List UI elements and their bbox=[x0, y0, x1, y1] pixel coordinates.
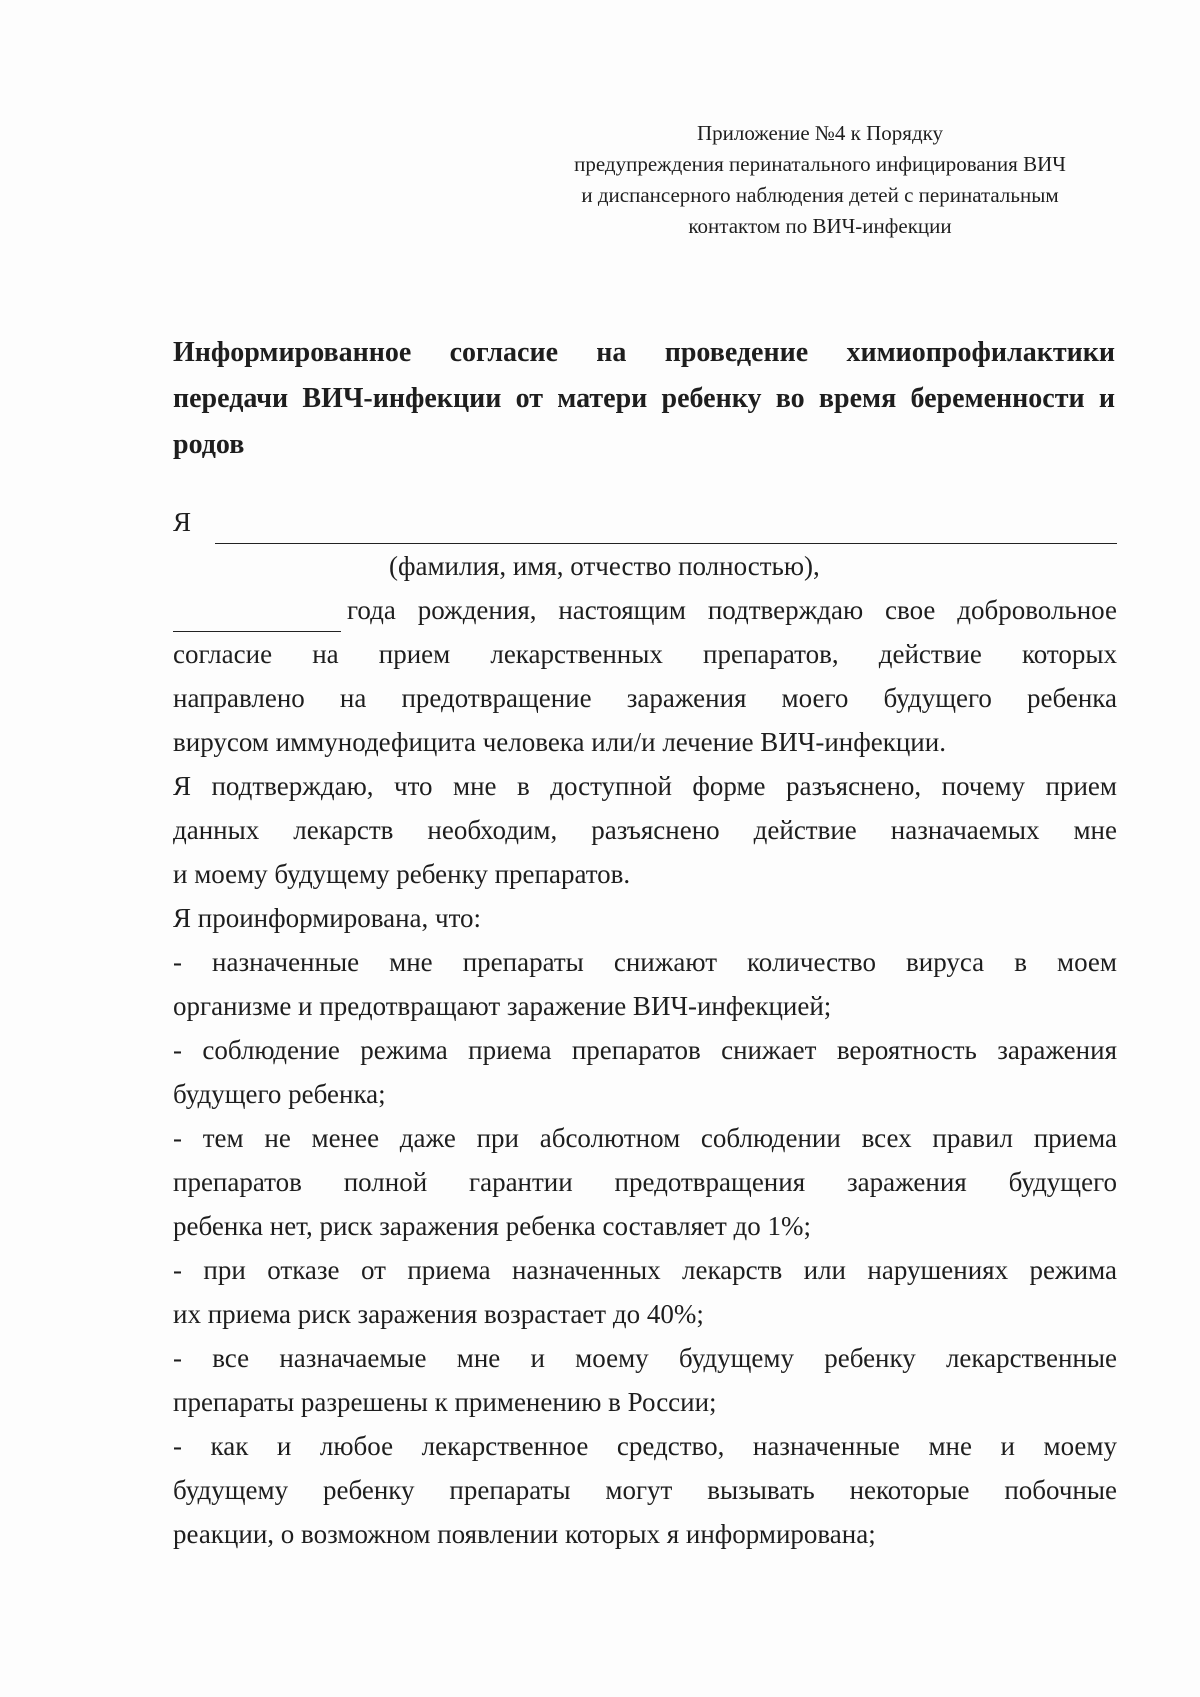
title-line: родов bbox=[173, 429, 245, 460]
title-line: передачи ВИЧ-инфекции от матери ребенку во время беременности и bbox=[173, 383, 1115, 414]
birth-year-blank[interactable] bbox=[173, 601, 341, 632]
full-name-blank[interactable] bbox=[215, 513, 1117, 544]
appendix-line: Приложение №4 к Порядку bbox=[696, 121, 944, 145]
list-item-line: их приема риск заражения возрастает до 40%; bbox=[173, 1299, 704, 1329]
list-item-line: препараты разрешены к применению в России; bbox=[173, 1387, 717, 1417]
list-item-line: - назначенные мне препараты снижают количество вируса в моем bbox=[173, 947, 1117, 977]
list-item-line: - при отказе от приема назначенных лекарств или нарушениях режима bbox=[173, 1255, 1117, 1285]
list-item-line: будущему ребенку препараты могут вызывать некоторые побочные bbox=[173, 1475, 1117, 1505]
appendix-line: и диспансерного наблюдения детей с перинатальным bbox=[581, 183, 1059, 207]
informed-intro: Я проинформирована, что: bbox=[173, 903, 482, 933]
list-item-line: ребенка нет, риск заражения ребенка составляет до 1%; bbox=[173, 1211, 812, 1241]
list-item-line: - соблюдение режима приема препаратов снижает вероятность заражения bbox=[173, 1035, 1117, 1065]
consent-line: направлено на предотвращение заражения моего будущего ребенка bbox=[173, 683, 1117, 713]
list-item-line: - все назначаемые мне и моему будущему ребенку лекарственные bbox=[173, 1343, 1117, 1373]
consent-line: согласие на прием лекарственных препаратов, действие которых bbox=[173, 639, 1117, 669]
list-item-line: будущего ребенка; bbox=[173, 1079, 386, 1109]
list-item-line: препаратов полной гарантии предотвращения заражения будущего bbox=[173, 1167, 1117, 1197]
appendix-header bbox=[540, 118, 1100, 242]
list-item-line: - тем не менее даже при абсолютном соблюдении всех правил приема bbox=[173, 1123, 1117, 1153]
list-item-line: - как и любое лекарственное средство, назначенные мне и моему bbox=[173, 1431, 1117, 1461]
confirm-line: и моему будущему ребенку препаратов. bbox=[173, 859, 631, 889]
document-body bbox=[173, 500, 1117, 1556]
list-item-line: организме и предотвращают заражение ВИЧ-инфекцией; bbox=[173, 991, 832, 1021]
consent-line: вирусом иммунодефицита человека или/и лечение ВИЧ-инфекции. bbox=[173, 727, 946, 757]
confirm-line: Я подтверждаю, что мне в доступной форме разъяснено, почему прием bbox=[173, 771, 1117, 801]
appendix-line: предупреждения перинатального инфицирования ВИЧ bbox=[574, 152, 1066, 176]
list-item-line: реакции, о возможном появлении которых я информирована; bbox=[173, 1519, 876, 1549]
birth-year-text: года рождения, настоящим подтверждаю свое добровольное bbox=[347, 595, 1117, 625]
appendix-line: контактом по ВИЧ-инфекции bbox=[688, 214, 952, 238]
document-title bbox=[173, 330, 1115, 468]
name-field-row bbox=[173, 500, 1117, 544]
birth-year-row bbox=[173, 588, 1117, 632]
confirm-line: данных лекарств необходим, разъяснено действие назначаемых мне bbox=[173, 815, 1117, 845]
title-line: Информированное согласие на проведение химиопрофилактики bbox=[173, 337, 1115, 368]
ya-label: Я bbox=[173, 507, 192, 537]
name-caption: (фамилия, имя, отчество полностью), bbox=[389, 551, 820, 581]
